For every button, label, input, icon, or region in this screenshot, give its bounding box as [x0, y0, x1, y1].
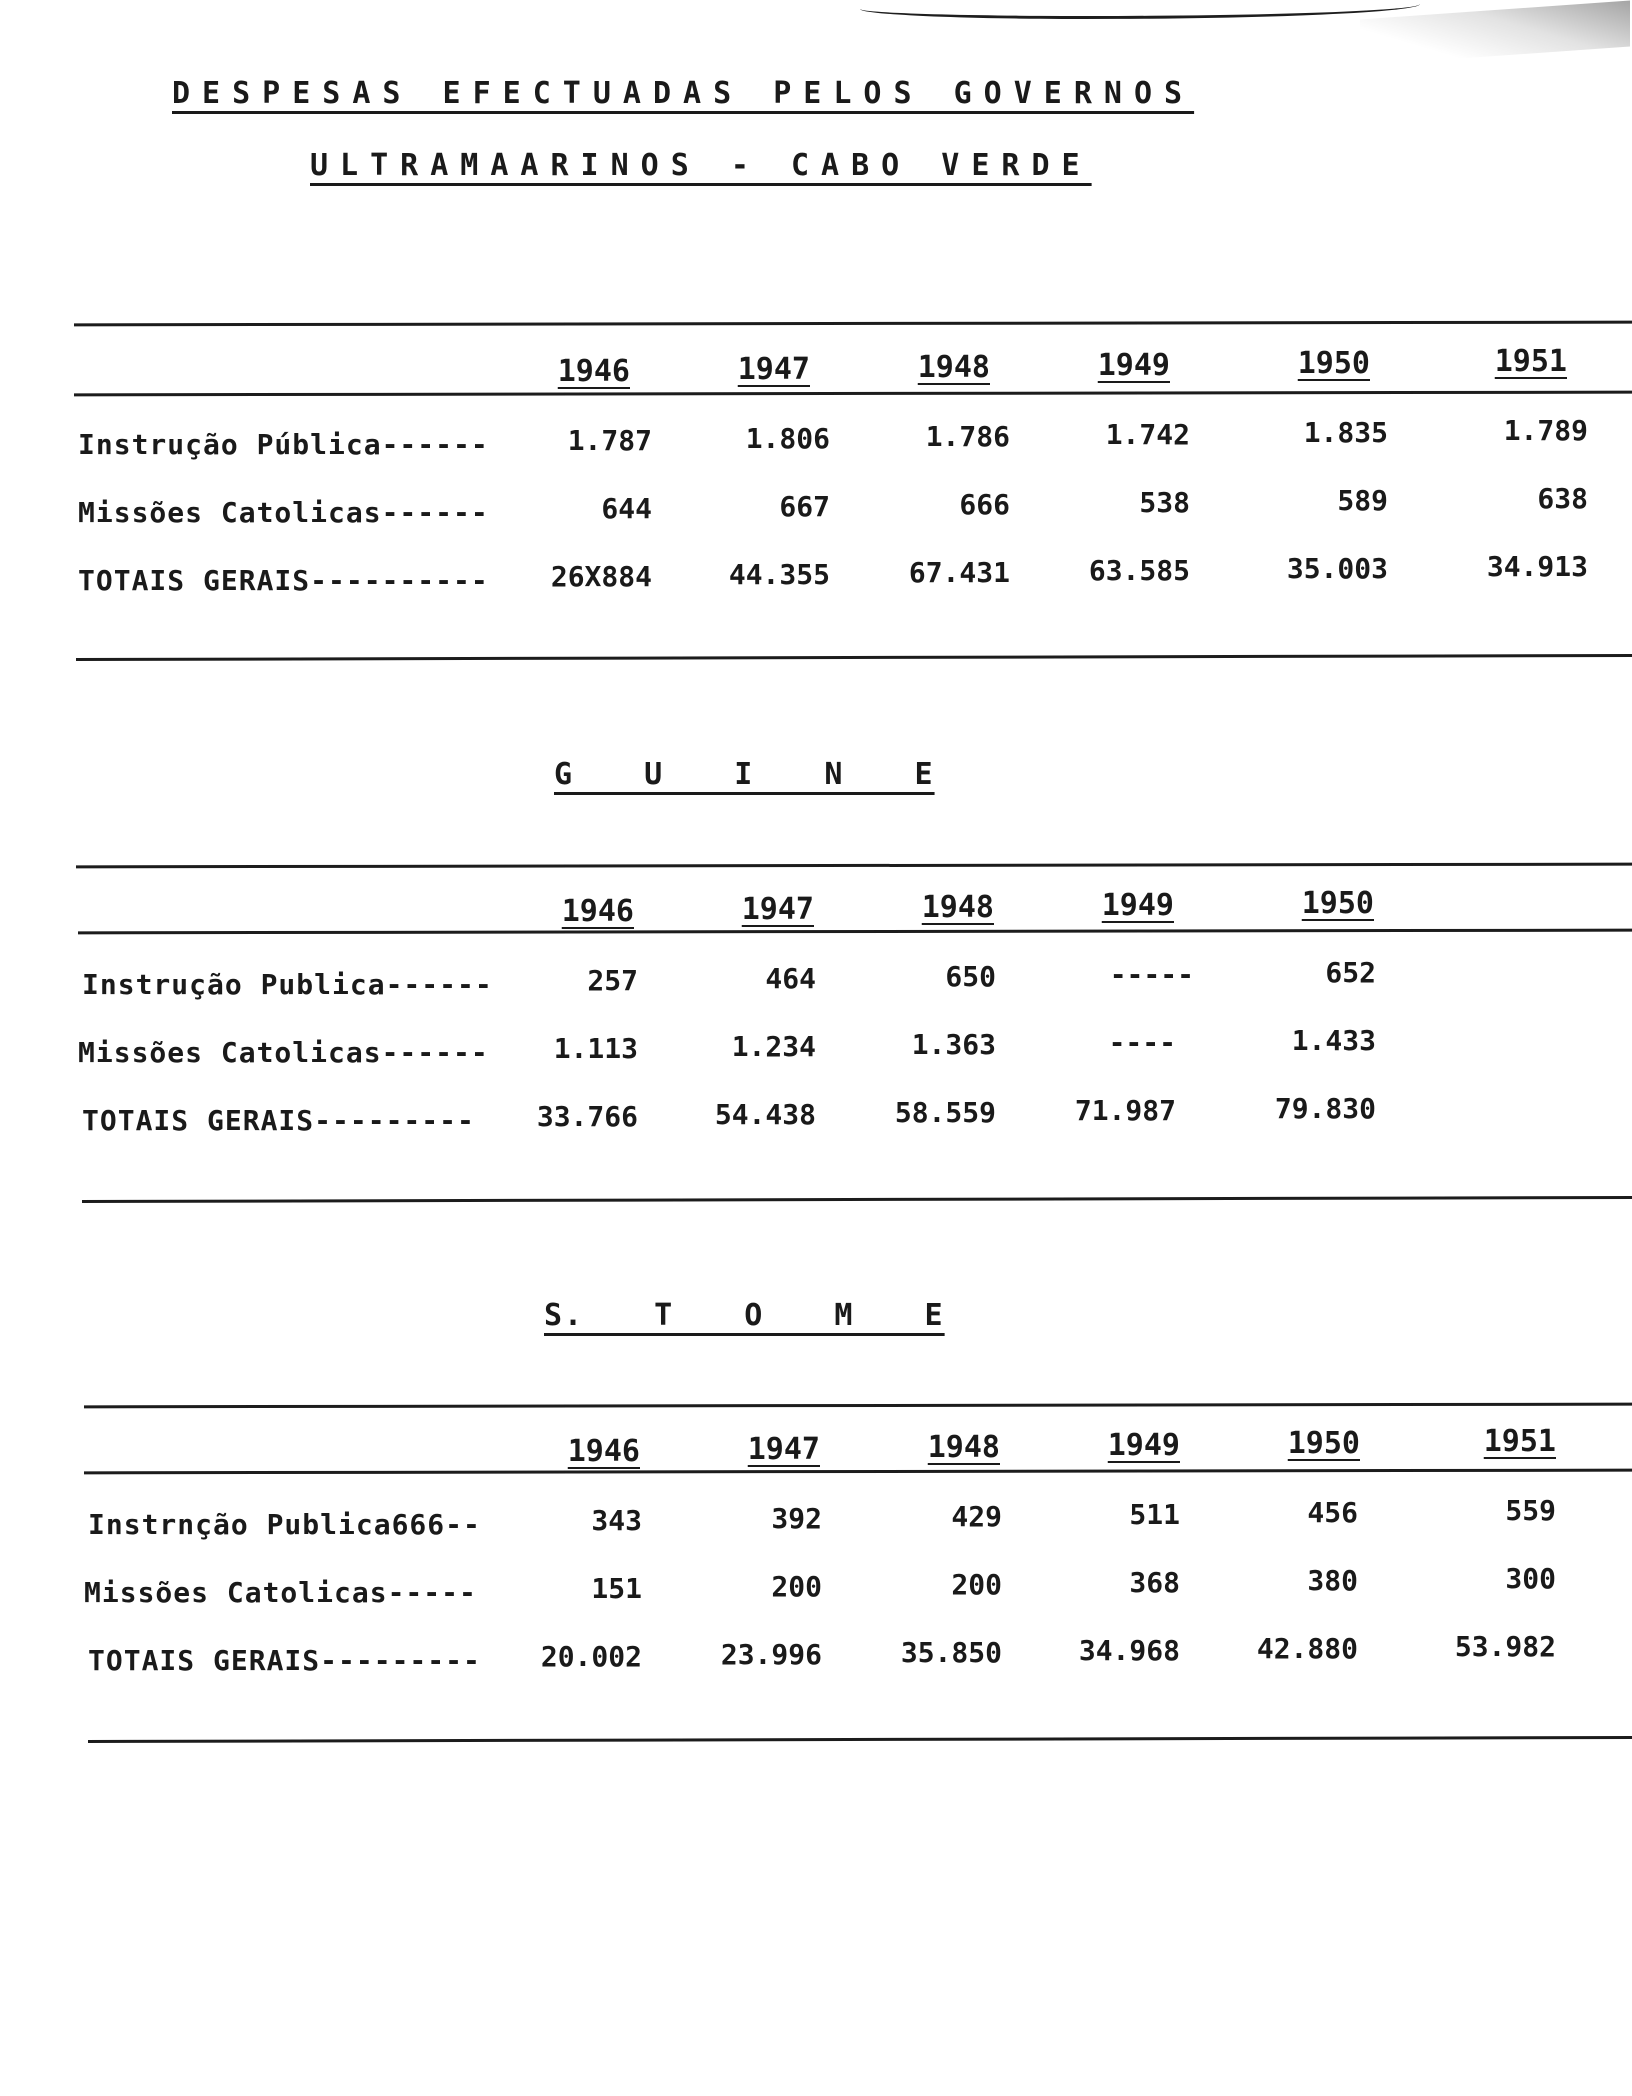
table-bottom-rule: [82, 1196, 1632, 1203]
table-cell: 1.234: [731, 1030, 816, 1063]
table-cell: 71.987: [1074, 1094, 1176, 1127]
row-label: TOTAIS GERAIS---------: [82, 1104, 475, 1137]
table-cell: 456: [1307, 1496, 1358, 1529]
table-cell: 200: [951, 1568, 1002, 1601]
year-header: 1951: [1494, 344, 1567, 379]
table-cell: 42.880: [1256, 1632, 1358, 1665]
row-label: Instrução Pública------: [78, 428, 489, 461]
year-header: 1947: [747, 1432, 820, 1467]
table-cell: 392: [771, 1502, 822, 1535]
table-cell: 368: [1129, 1566, 1180, 1599]
row-label: Missões Catolicas------: [78, 496, 489, 529]
row-label: Missões Catolicas------: [78, 1036, 489, 1069]
table-cell: 35.003: [1286, 552, 1388, 585]
table-cell: 67.431: [908, 556, 1010, 589]
table-cell: 380: [1307, 1564, 1358, 1597]
table-cell: 33.766: [536, 1100, 638, 1133]
row-label: TOTAIS GERAIS---------: [88, 1644, 481, 1677]
table-cell: 650: [945, 960, 996, 993]
table-cell: 1.789: [1503, 414, 1588, 447]
table-cell: 464: [765, 962, 816, 995]
year-header: 1951: [1483, 1424, 1556, 1459]
table-cell: 34.913: [1486, 550, 1588, 583]
row-label: TOTAIS GERAIS----------: [78, 564, 489, 597]
torn-paper-edge: [860, 0, 1420, 19]
table-bottom-rule: [76, 654, 1632, 661]
year-header: 1946: [567, 1434, 640, 1469]
table-top-rule: [76, 863, 1632, 869]
table-cell: 1.786: [925, 420, 1010, 453]
table-cell: 23.996: [720, 1638, 822, 1671]
year-header: 1948: [917, 350, 990, 385]
row-label: Instrnção Publica666--: [88, 1508, 481, 1541]
year-header: 1948: [927, 1430, 1000, 1465]
year-header: 1948: [921, 890, 994, 925]
table-cell: 1.363: [911, 1028, 996, 1061]
table-cell: 151: [591, 1572, 642, 1605]
table-cell: 26X884: [550, 560, 652, 593]
table-cell: 666: [959, 488, 1010, 521]
section-title: G U I N E: [554, 757, 935, 792]
table-header-rule: [84, 1469, 1632, 1475]
year-header: 1950: [1301, 886, 1374, 921]
table-cell: 1.835: [1303, 416, 1388, 449]
table-cell: 58.559: [894, 1096, 996, 1129]
scan-smudge: [1360, 1, 1630, 66]
table-header-rule: [74, 391, 1632, 397]
table-cell: 589: [1337, 484, 1388, 517]
document-title-line-1: DESPESAS EFECTUADAS PELOS GOVERNOS: [172, 76, 1195, 111]
table-cell: 200: [771, 1570, 822, 1603]
table-cell: 1.806: [745, 422, 830, 455]
year-header: 1950: [1297, 346, 1370, 381]
table-cell: 667: [779, 490, 830, 523]
table-top-rule: [74, 321, 1632, 327]
table-cell: 1.113: [553, 1032, 638, 1065]
table-cell: 538: [1139, 486, 1190, 519]
table-cell: ----: [1108, 1026, 1176, 1059]
table-cell: 1.787: [567, 424, 652, 457]
table-cell: 54.438: [714, 1098, 816, 1131]
table-cell: 511: [1129, 1498, 1180, 1531]
table-cell: 343: [591, 1504, 642, 1537]
year-header: 1946: [561, 894, 634, 929]
table-cell: 429: [951, 1500, 1002, 1533]
year-header: 1946: [557, 354, 630, 389]
table-cell: -----: [1109, 958, 1194, 991]
year-header: 1949: [1097, 348, 1170, 383]
row-label: Missões Catolicas-----: [84, 1576, 477, 1609]
table-cell: 644: [601, 492, 652, 525]
table-cell: 44.355: [728, 558, 830, 591]
table-cell: 1.433: [1291, 1024, 1376, 1057]
table-cell: 257: [587, 964, 638, 997]
year-header: 1947: [737, 352, 810, 387]
year-header: 1947: [741, 892, 814, 927]
table-cell: 63.585: [1088, 554, 1190, 587]
table-cell: 300: [1505, 1562, 1556, 1595]
table-cell: 34.968: [1078, 1634, 1180, 1667]
table-bottom-rule: [88, 1736, 1632, 1743]
table-cell: 20.002: [540, 1640, 642, 1673]
year-header: 1949: [1101, 888, 1174, 923]
year-header: 1949: [1107, 1428, 1180, 1463]
table-cell: 1.742: [1105, 418, 1190, 451]
table-top-rule: [84, 1403, 1632, 1409]
year-header: 1950: [1287, 1426, 1360, 1461]
section-title: S. T O M E: [544, 1298, 945, 1333]
table-header-rule: [78, 929, 1632, 935]
row-label: Instrução Publica------: [82, 968, 493, 1001]
table-cell: 35.850: [900, 1636, 1002, 1669]
table-cell: 652: [1325, 956, 1376, 989]
table-cell: 638: [1537, 482, 1588, 515]
table-cell: 79.830: [1274, 1092, 1376, 1125]
document-title-line-2: ULTRAMAARINOS - CABO VERDE: [310, 148, 1092, 183]
table-cell: 53.982: [1454, 1630, 1556, 1663]
table-cell: 559: [1505, 1494, 1556, 1527]
